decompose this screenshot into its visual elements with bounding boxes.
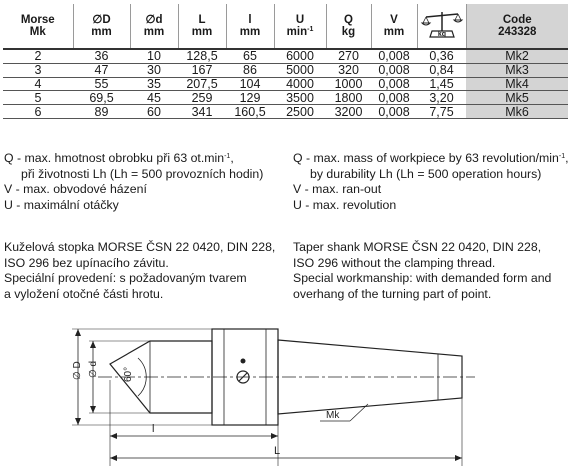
spec-table	[3, 4, 568, 119]
table-cell: 128,5	[178, 49, 226, 63]
table-cell: 5	[3, 91, 73, 105]
table-row	[3, 77, 568, 91]
table-cell: 320	[326, 63, 371, 77]
table-row	[3, 49, 568, 63]
table-cell: 30	[130, 63, 178, 77]
svg-text:kg: kg	[437, 31, 446, 38]
table-row	[3, 91, 568, 105]
table-row	[3, 63, 568, 77]
table-cell: 0,36	[417, 49, 466, 63]
table-cell: 1800	[326, 91, 371, 105]
diameter-d-label: ∅ d	[88, 360, 99, 378]
table-cell: 5000	[274, 63, 326, 77]
table-cell: 0,008	[371, 77, 417, 91]
table-cell: 2500	[274, 105, 326, 119]
table-cell: 47	[73, 63, 130, 77]
table-cell: 0,008	[371, 63, 417, 77]
table-cell: 10	[130, 49, 178, 63]
table-cell: 4	[3, 77, 73, 91]
header-L: L mm	[178, 4, 226, 49]
length-l-label: l	[152, 423, 155, 435]
table-cell: 4000	[274, 77, 326, 91]
code-cell: Mk6	[466, 105, 568, 119]
table-cell: 270	[326, 49, 371, 63]
table-cell: 69,5	[73, 91, 130, 105]
header-D: ∅D mm	[73, 4, 130, 49]
table-cell: 60	[130, 105, 178, 119]
header-V: V mm	[371, 4, 417, 49]
table-cell: 0,008	[371, 105, 417, 119]
table-cell: 167	[178, 63, 226, 77]
table-cell: 104	[226, 77, 274, 91]
table-cell: 89	[73, 105, 130, 119]
header-Q: Q kg	[326, 4, 371, 49]
table-cell: 3,20	[417, 91, 466, 105]
legend-czech: Q - max. hmotnost obrobku při 63 $ot.\min^{-1}$, při životnosti Lh (Lh = 500 provozních hodin) V - max. obvodové házení U - maximální otáčky	[4, 151, 264, 212]
code-cell: Mk5	[466, 91, 568, 105]
table-cell: 0,84	[417, 63, 466, 77]
table-cell: 0,008	[371, 91, 417, 105]
header-l: l mm	[226, 4, 274, 49]
header-morse: Morse Mk	[20, 13, 55, 38]
code-cell: Mk2	[466, 49, 568, 63]
table-cell: 65	[226, 49, 274, 63]
code-cell: Mk3	[466, 63, 568, 77]
header-code: Code 243328	[466, 4, 568, 49]
table-cell: 45	[130, 91, 178, 105]
table-cell: 3500	[274, 91, 326, 105]
table-cell: 1000	[326, 77, 371, 91]
table-cell: 6	[3, 105, 73, 119]
table-cell: 86	[226, 63, 274, 77]
live-center-drawing	[0, 318, 571, 469]
diameter-D-label: ∅ D	[72, 361, 83, 380]
table-cell: 1,45	[417, 77, 466, 91]
header-U: U $\min^{-1}$	[274, 4, 326, 49]
table-cell: 7,75	[417, 105, 466, 119]
table-cell: 129	[226, 91, 274, 105]
scale-weight-icon	[420, 9, 464, 39]
angle-label: 60°	[123, 366, 134, 382]
table-cell: 341	[178, 105, 226, 119]
table-header-row	[3, 4, 568, 49]
table-cell: 55	[73, 77, 130, 91]
description-czech: Kuželová stopka MORSE ČSN 22 0420, DIN 228, ISO 296 bez upínacího závitu. Speciální provedení: s požadovaným tvarem a vyložení otočné části hrotu.	[4, 240, 276, 301]
header-weight	[417, 4, 466, 49]
description-english: Taper shank MORSE ČSN 22 0420, DIN 228, ISO 296 without the clamping thread. Special workmanship: with demanded form and overhang of the turning part of point.	[293, 240, 552, 301]
table-cell: 207,5	[178, 77, 226, 91]
table-cell: 35	[130, 77, 178, 91]
length-L-label: L	[274, 445, 281, 457]
legend-english: Q - max. mass of workpiece by 63 revolution/$\min^{-1}$, by durability Lh (Lh = 500 operation hours) V - max. ran-out U - max. revolution	[293, 151, 569, 212]
table-cell: 3	[3, 63, 73, 77]
table-row	[3, 105, 568, 119]
table-cell: 36	[73, 49, 130, 63]
table-cell: 2	[3, 49, 73, 63]
table-cell: 0,008	[371, 49, 417, 63]
header-d: ∅d mm	[130, 4, 178, 49]
table-cell: 259	[178, 91, 226, 105]
table-cell: 3200	[326, 105, 371, 119]
table-cell: 6000	[274, 49, 326, 63]
morse-taper-label: Mk	[326, 410, 340, 421]
table-body	[3, 49, 568, 118]
table-cell: 160,5	[226, 105, 274, 119]
code-cell: Mk4	[466, 77, 568, 91]
